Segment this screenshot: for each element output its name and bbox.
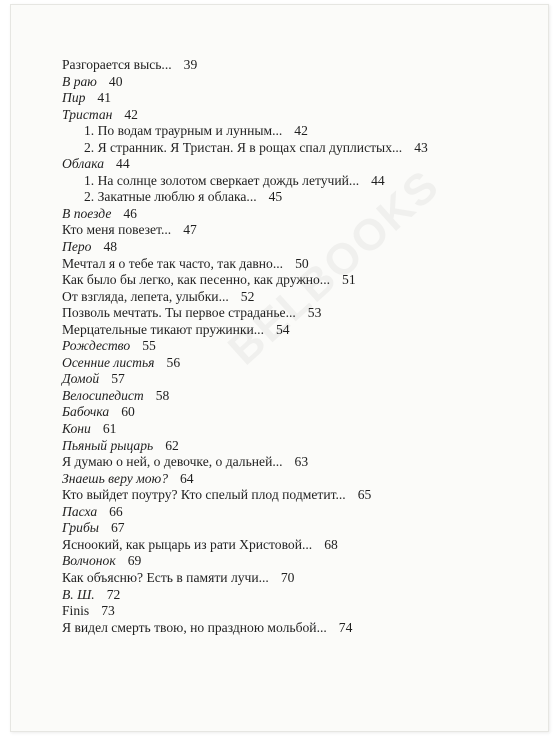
toc-entry-title: Тристан <box>62 106 113 122</box>
toc-page-number: 46 <box>123 205 137 221</box>
table-of-contents <box>62 57 428 636</box>
toc-page-number: 48 <box>103 239 118 255</box>
toc-entry-title: Кто меня повезет... <box>62 222 172 238</box>
toc-entry <box>62 520 428 537</box>
toc-entry-title: Мечтал я о тебе так часто, так давно... <box>62 255 284 271</box>
toc-page-number: 67 <box>111 520 125 536</box>
toc-entry-title: 2. Закатные люблю я облака... <box>84 189 257 205</box>
toc-entry-title: В поезде <box>62 205 112 221</box>
toc-page-number: 73 <box>101 603 115 619</box>
toc-entry <box>62 272 428 289</box>
toc-page-number: 51 <box>342 272 356 288</box>
toc-entry <box>62 371 428 388</box>
toc-entry <box>62 322 428 339</box>
toc-entry-title: Осенние листья <box>62 354 155 370</box>
toc-entry <box>62 454 428 471</box>
toc-page-number: 57 <box>111 371 125 387</box>
toc-entry <box>62 289 428 306</box>
toc-page-number: 56 <box>166 354 181 370</box>
toc-entry <box>62 90 428 107</box>
toc-page-number: 68 <box>324 536 338 552</box>
toc-entry <box>62 189 428 206</box>
toc-page-number: 41 <box>97 90 112 106</box>
toc-entry-title: Велосипедист <box>62 387 144 403</box>
toc-entry-title: Бабочка <box>62 404 110 420</box>
toc-entry-title: Как объясню? Есть в памяти лучи... <box>62 569 269 585</box>
toc-entry <box>62 256 428 273</box>
toc-entry-title: Перо <box>62 239 92 255</box>
toc-entry <box>62 338 428 355</box>
toc-entry <box>62 355 428 372</box>
toc-entry-title: Знаешь веру мою? <box>62 470 168 486</box>
toc-entry <box>62 553 428 570</box>
toc-entry <box>62 222 428 239</box>
toc-page-number: 50 <box>295 255 309 271</box>
toc-entry-title: В. Ш. <box>62 586 95 602</box>
toc-entry <box>62 206 428 223</box>
toc-entry-title: 2. Я странник. Я Тристан. Я в рощах спал дуплистых... <box>84 139 403 155</box>
toc-entry-title: Мерцательные тикают пружинки... <box>62 321 264 337</box>
toc-entry-title: Как было бы легко, как песенно, как дружно... <box>62 272 331 288</box>
toc-entry-title: Домой <box>62 371 100 387</box>
toc-entry <box>62 537 428 554</box>
toc-entry <box>62 156 428 173</box>
toc-page-number: 62 <box>165 437 179 453</box>
toc-entry <box>62 173 428 190</box>
toc-entry <box>62 603 428 620</box>
toc-entry <box>62 140 428 157</box>
toc-entry <box>62 305 428 322</box>
toc-entry-title: Пьяный рыцарь <box>62 437 154 453</box>
toc-entry <box>62 74 428 91</box>
toc-page-number: 55 <box>142 338 156 354</box>
toc-page-number: 60 <box>121 404 135 420</box>
toc-entry <box>62 587 428 604</box>
toc-page-number: 40 <box>108 73 123 89</box>
toc-entry-title: Ясноокий, как рыцарь из рати Христовой... <box>62 536 313 552</box>
toc-entry-title: Кто выйдет поутру? Кто спелый плод подметит... <box>62 487 346 503</box>
toc-entry-title: В раю <box>62 73 97 89</box>
toc-entry-title: Грибы <box>62 520 99 536</box>
toc-page-number: 70 <box>280 569 295 585</box>
toc-entry-title: Пасха <box>62 503 98 519</box>
toc-entry-title: Облака <box>62 156 105 172</box>
toc-entry-title: Разгорается высь... <box>62 57 172 72</box>
toc-page-number: 58 <box>155 387 170 403</box>
toc-page-number: 65 <box>357 487 372 503</box>
toc-page-number: 43 <box>414 139 428 155</box>
toc-entry-title: Волчонок <box>62 553 116 569</box>
toc-page-number: 72 <box>106 586 121 602</box>
toc-entry-title: Кони <box>62 421 91 437</box>
toc-page-number: 64 <box>180 470 194 486</box>
toc-entry <box>62 123 428 140</box>
toc-entry <box>62 471 428 488</box>
toc-page-number: 66 <box>109 503 123 519</box>
toc-page-number: 47 <box>183 222 197 238</box>
toc-page-number: 53 <box>307 305 322 321</box>
toc-page-number: 42 <box>294 123 308 139</box>
toc-page-number: 52 <box>240 288 255 304</box>
toc-entry <box>62 421 428 438</box>
toc-entry <box>62 438 428 455</box>
toc-entry <box>62 404 428 421</box>
toc-entry-title: 1. На солнце золотом сверкает дождь летучий... <box>84 172 360 188</box>
toc-entry <box>62 107 428 124</box>
toc-entry <box>62 239 428 256</box>
toc-entry <box>62 57 428 74</box>
toc-page-number: 63 <box>294 454 309 470</box>
toc-entry <box>62 388 428 405</box>
toc-page-number: 39 <box>183 57 198 72</box>
toc-page-number: 44 <box>116 156 130 172</box>
toc-entry-title: Я думаю о ней, о девочке, о дальней... <box>62 454 283 470</box>
toc-entry <box>62 504 428 521</box>
toc-page-number: 45 <box>268 189 283 205</box>
toc-page-number: 42 <box>124 106 138 122</box>
toc-entry-title: Finis <box>62 603 90 619</box>
toc-page-number: 74 <box>338 619 353 635</box>
toc-entry-title: Пир <box>62 90 86 106</box>
toc-entry-title: Позволь мечтать. Ты первое страданье... <box>62 305 296 321</box>
toc-page-number: 44 <box>371 172 385 188</box>
toc-entry-title: 1. По водам траурным и лунным... <box>84 123 283 139</box>
book-page <box>10 4 549 732</box>
toc-page-number: 54 <box>275 321 290 337</box>
toc-entry-title: Я видел смерть твою, но праздною мольбой... <box>62 619 327 635</box>
toc-entry-title: От взгляда, лепета, улыбки... <box>62 288 229 304</box>
toc-entry-title: Рождество <box>62 338 131 354</box>
toc-page-number: 69 <box>127 553 142 569</box>
toc-page-number: 61 <box>102 421 117 437</box>
toc-entry <box>62 570 428 587</box>
toc-entry <box>62 487 428 504</box>
toc-entry <box>62 620 428 637</box>
